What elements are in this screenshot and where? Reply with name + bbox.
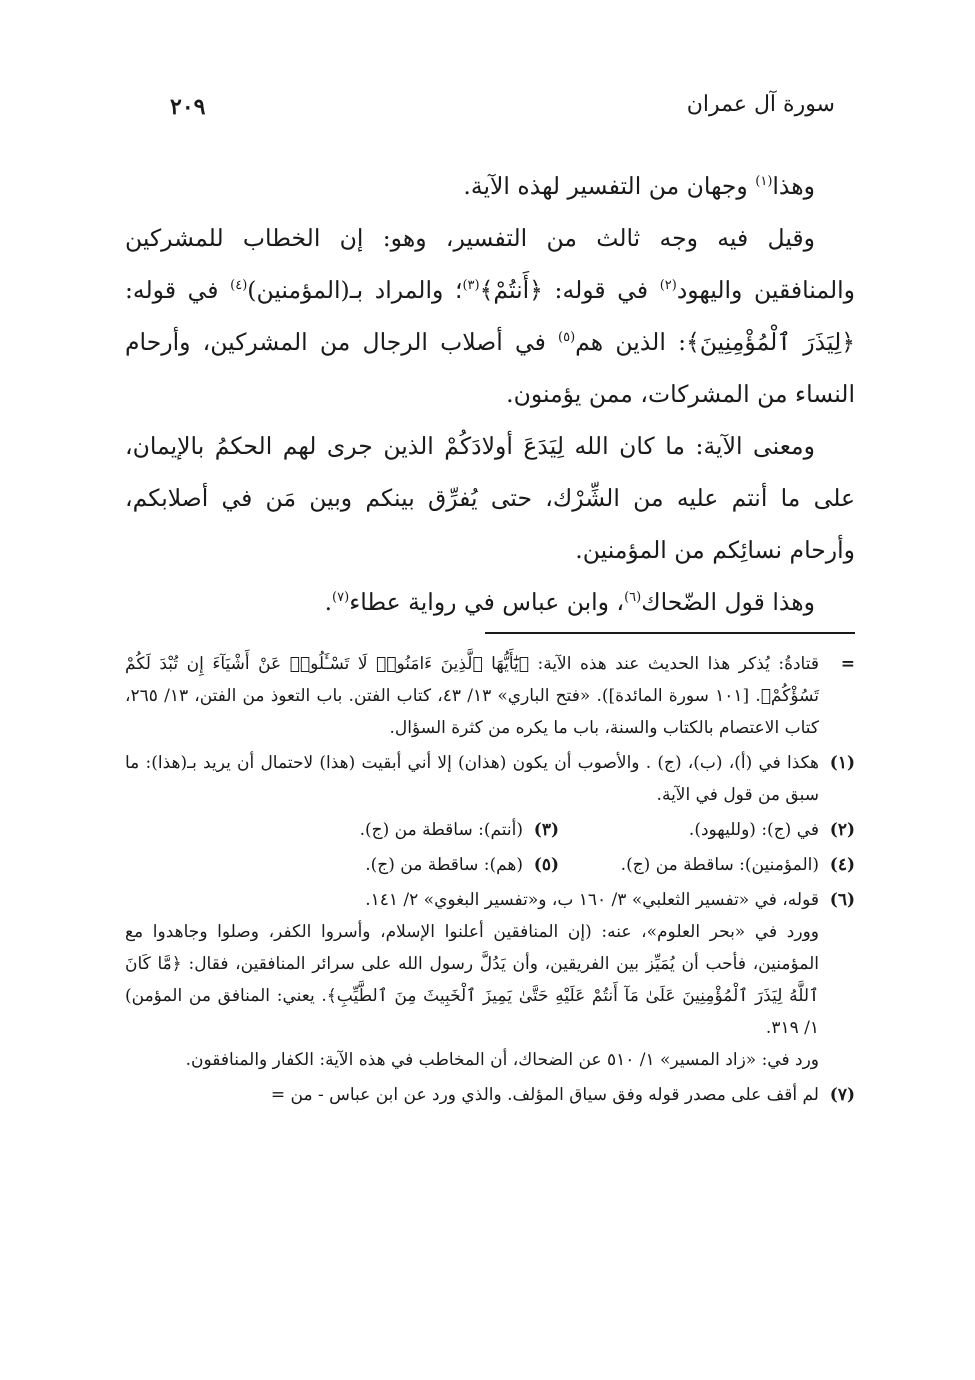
surah-title: سورة آل عمران [686,92,835,117]
footnotes-2-3 [125,814,855,846]
footnote-number: (٢) [829,820,855,840]
page-header [120,92,855,132]
footnotes-4-5 [125,849,855,881]
footnote-continuation: = قتادةُ: يُذكر هذا الحديث عند هذه الآية: ﴿يَٰٓأَيُّهَا ٱلَّذِينَ ءَامَنُوا۟ لَا تَسْـَٔلُوا۟ عَنْ أَشْيَآءَ إِن تُبْدَ لَكُمْ تَسُؤْكُمْ﴾. [١٠١ سورة المائدة]). «فتح الباري» ١٣/ ٤٣، كتاب الفتن. باب التعوذ من الفتن، ١٣/ ٢٦٥، كتاب الاعتصام بالكتاب والسنة، باب ما يكره من كثرة السؤال. [125,648,855,744]
footnotes [125,648,855,1114]
footnote-ref-6[interactable]: (٦) [624,590,642,606]
page-number: ٢٠٩ [170,94,206,120]
paragraph-3: ومعنى الآية: ما كان الله لِيَدَعَ أولادَكُمْ الذين جرى لهم الحكمُ بالإيمان، على ما أنتم عليه من الشِّرْك، حتى يُفرِّق بينكم وبين مَن في أصلابكم، وأرحام نسائِكم من المؤمنين. [125,432,855,564]
paragraph-1: وهذا$^{(١)}$ وجهان من التفسير لهذه الآية. [463,172,815,200]
footnote-6 [125,884,855,1076]
footnote-2: (٢) في (ج): (ولليهود). [559,814,855,846]
footnote-7: (٧) لم أقف على مصدر قوله وفق سياق المؤلف. والذي ورد عن ابن عباس - من = [125,1079,855,1111]
paragraph-2: وقيل فيه وجه ثالث من التفسير، وهو: إن الخطاب للمشركين والمنافقين واليهود$^{(٢)}$ في قوله: ﴿أَنتُمْ﴾$^{(٣)}$؛ والمراد بـ(المؤمنين)$^{(٤)}$ في قوله: ﴿لِيَذَرَ ٱلْمُؤْمِنِينَ﴾: الذين هم$^{(٥)}$ في أصلاب الرجال من المشركين، وأرحام النساء من المشركات، ممن يؤمنون. [125,224,856,408]
footnote-number: (٧) [829,1085,855,1105]
main-text [125,160,855,628]
footnote-ref-5[interactable]: (٥) [558,330,576,346]
footnote-6-line-1: قوله، في «تفسير الثعلبي» ٣/ ١٦٠ ب، و«تفسير البغوي» ٢/ ١٤١. [365,890,819,910]
footnote-6-line-3: ورد في: «زاد المسير» ١/ ٥١٠ عن الضحاك، أن المخاطب في هذه الآية: الكفار والمنافقون. [185,1050,819,1070]
footnote-5: (٥) (هم): ساقطة من (ج). [365,849,559,881]
footnote-number: (٣) [533,820,559,840]
footnote-1: (١) هكذا في (أ)، (ب)، (ج) . والأصوب أن يكون (هذان) إلا أني أبقيت (هذا) لاحتمال أن يريد بـ(هذا): ما سبق من قول في الآية. [125,747,855,811]
footnote-ref-2[interactable]: (٢) [659,278,677,294]
footnote-ref-1[interactable]: (١) [755,174,773,190]
footnote-ref-4[interactable]: (٤) [230,278,248,294]
footnote-ref-7[interactable]: (٧) [332,590,350,606]
footnote-3: (٣) (أنتم): ساقطة من (ج). [360,814,559,846]
paragraph-4: وهذا قول الضّحاك$^{(٦)}$، وابن عباس في رواية عطاء$^{(٧)}$. [324,588,815,616]
footnote-number: (٥) [533,855,559,875]
footnote-ref-3[interactable]: (٣) [462,278,480,294]
footnote-6-line-2: وورد في «بحر العلوم»، عنه: (إن المنافقين أعلنوا الإسلام، وأسروا الكفر، وصلوا وجاهدوا مع المؤمنين، فأحب أن يُمَيِّز بين الفريقين، وأن يَدُلَّ رسول الله على سرائر المنافقين، فقال: ﴿مَّا كَانَ ٱللَّهُ لِيَذَرَ ٱلْمُؤْمِنِينَ عَلَىٰ مَآ أَنتُمْ عَلَيْهِ حَتَّىٰ يَمِيزَ ٱلْخَبِيثَ مِنَ ٱلطَّيِّبِ﴾. يعني: المنافق من المؤمن) ١/ ٣١٩. [125,922,819,1038]
footnote-number: (٦) [829,890,855,910]
continuation-mark: = [840,654,855,674]
footnote-4: (٤) (المؤمنين): ساقطة من (ج). [559,849,855,881]
footnote-number: (١) [829,753,855,773]
footnote-divider [485,632,855,634]
footnote-number: (٤) [829,855,855,875]
